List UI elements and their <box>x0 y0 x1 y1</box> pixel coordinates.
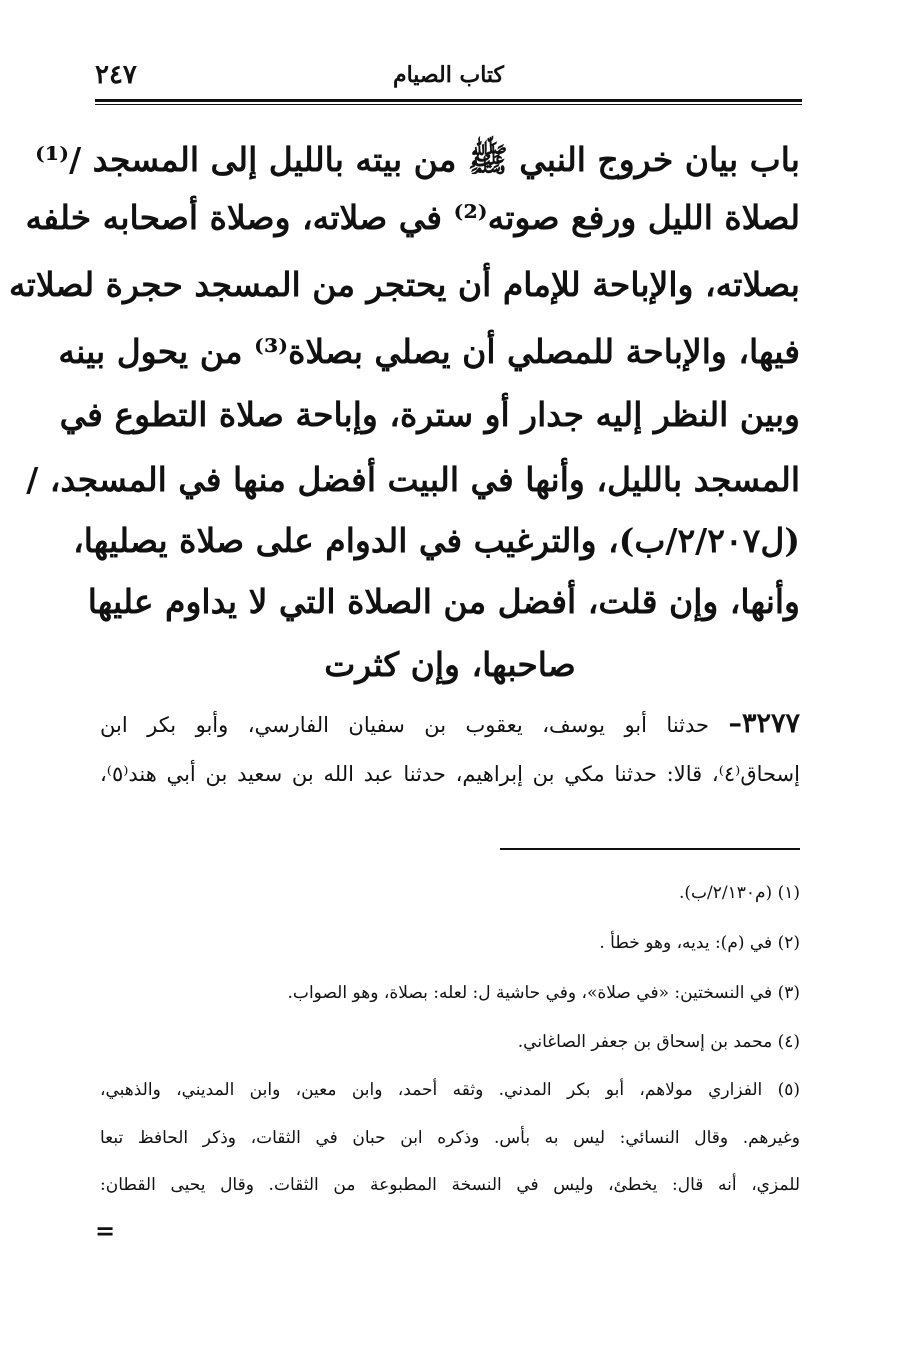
running-header <box>95 58 802 98</box>
running-title: كتاب الصيام <box>392 62 505 88</box>
footnote: (٢) في (م): يديه، وهو خطأ . <box>599 933 800 953</box>
chapter-line: وبين النظر إليه جدار أو سترة، وإباحة صلاة التطوع في <box>59 395 800 434</box>
footnote: (٤) محمد بن إسحاق بن جعفر الصاغاني. <box>517 1032 800 1052</box>
footnote-continued: للمزي، أنه قال: يخطئ، وليس في النسخة المطبوعة من الثقات. وقال يحيى القطان: <box>100 1175 800 1195</box>
page-number: ٢٤٧ <box>95 60 137 90</box>
footnote-continued: وغيرهم. وقال النسائي: ليس به بأس. وذكره ابن حبان في الثقات، وذكر الحافظ تبعا <box>100 1128 800 1148</box>
chapter-line: بصلاته، والإباحة للإمام أن يحتجر من المسجد حجرة لصلاته <box>8 265 800 304</box>
chapter-line: لصلاة الليل ورفع صوته⁽²⁾ في صلاته، وصلاة أصحابه خلفه <box>25 198 800 237</box>
header-rule <box>95 99 802 102</box>
chapter-line: فيها، والإباحة للمصلي أن يصلي بصلاة⁽³⁾ من يحول بينه <box>58 332 800 371</box>
chapter-line: المسجد بالليل، وأنها في البيت أفضل منها في المسجد، / <box>26 460 800 499</box>
hadith-line-text: حدثنا أبو يوسف، يعقوب بن سفيان الفارسي، وأبو بكر ابن <box>100 713 710 737</box>
chapter-line: صاحبها، وإن كثرت <box>324 645 576 684</box>
header-rule-thin <box>95 104 802 105</box>
chapter-line: (ل٢/٢٠٧/ب)، والترغيب في الدوام على صلاة يصليها، <box>73 521 800 560</box>
chapter-line: وأنها، وإن قلت، أفضل من الصلاة التي لا يداوم عليها <box>87 582 800 621</box>
footnote: (١) (م٢/١٣٠/ب). <box>678 883 800 903</box>
footnote-separator <box>500 848 800 850</box>
chapter-line: باب بيان خروج النبي ﷺ من بيته بالليل إلى المسجد /⁽¹⁾ <box>34 140 800 179</box>
continuation-mark: = <box>95 1216 116 1245</box>
hadith-line: إسحاق⁽٤⁾، قالا: حدثنا مكي بن إبراهيم، حدثنا عبد الله بن سعيد بن أبي هند⁽٥⁾، <box>100 762 800 786</box>
footnote: (٣) في النسختين: «في صلاة»، وفي حاشية ل: لعله: بصلاة، وهو الصواب. <box>287 983 800 1003</box>
hadith-line <box>100 708 800 739</box>
hadith-number: ٣٢٧٧– <box>728 708 800 739</box>
footnote: (٥) الفزاري مولاهم، أبو بكر المدني. وثقه أحمد، وابن معين، وابن المديني، والذهبي، <box>100 1080 800 1100</box>
